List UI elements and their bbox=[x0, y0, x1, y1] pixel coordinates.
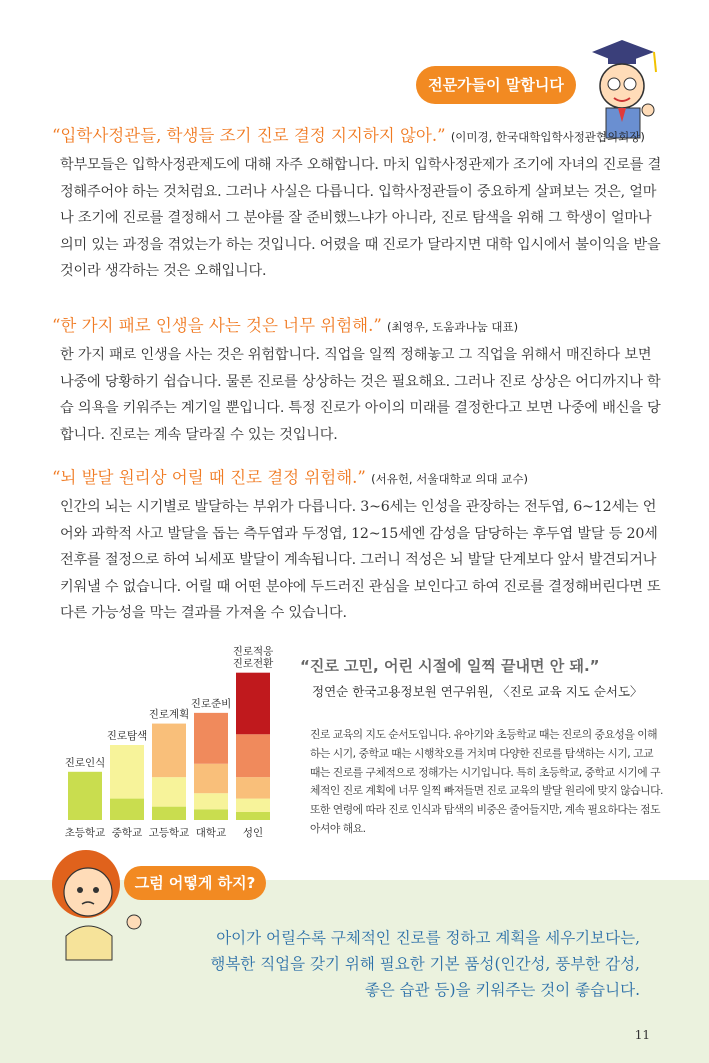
bar-segment-5-5 bbox=[236, 673, 270, 735]
bar-segment-4-4 bbox=[194, 713, 228, 764]
bar-segment-5-4 bbox=[236, 734, 270, 777]
side-quote-text: “진로 고민, 어린 시절에 일찍 끝내면 안 돼.” bbox=[300, 657, 600, 675]
quote-source: (이미경, 한국대학입학사정관협의회장) bbox=[450, 130, 645, 144]
expert-opinion-2 bbox=[52, 312, 667, 448]
answer-text bbox=[180, 925, 640, 1003]
page-number: 11 bbox=[634, 1028, 650, 1042]
side-body: 진로 교육의 지도 순서도입니다. 유아기와 초등학교 때는 진로의 중요성을 이해하는 시기, 중학교 때는 시행착오를 거치며 다양한 진로를 탐색하는 시기, 고교 때는 진로를 구체적으로 정해가는 시기입니다. 특히 초등학교, 중학교 시기에 구체적인 진로 계획에 너무 일찍 빠져들면 진로 교육의 발달 원리에 맞지 않습니다. 또한 연령에 따라 진로 인식과 탐색의 비중은 줄어들지만, 계속 필요하다는 점도 아셔야 해요. bbox=[310, 728, 663, 835]
bar-segment-4-3 bbox=[194, 764, 228, 793]
quote-heading bbox=[52, 312, 667, 336]
bar-segment-3-2 bbox=[152, 777, 186, 806]
bar-segment-1-1 bbox=[68, 772, 102, 820]
quote-source: (최영우, 도움과나눔 대표) bbox=[387, 320, 519, 334]
question-badge: 그럼 어떻게 하지? bbox=[124, 866, 266, 900]
stage-label: 진로탐색 bbox=[106, 730, 148, 742]
bar-segment-2-1 bbox=[110, 799, 144, 820]
answer-line: 좋은 습관 등)을 키워주는 것이 좋습니다. bbox=[364, 981, 640, 999]
quote-heading bbox=[52, 464, 667, 488]
bar-segment-3-1 bbox=[152, 807, 186, 820]
stage-label: 진로전환 bbox=[232, 657, 274, 670]
category-label: 초등학교 bbox=[64, 827, 106, 839]
bar-segment-2-2 bbox=[110, 745, 144, 799]
side-quote-author: 정연순 한국고용정보원 연구위원, 〈진로 교육 지도 순서도〉 bbox=[312, 684, 643, 699]
bar-segment-4-2 bbox=[194, 793, 228, 809]
expert-opinion-3 bbox=[52, 464, 667, 627]
category-label: 대학교 bbox=[195, 827, 227, 839]
bar-segment-3-3 bbox=[152, 724, 186, 778]
answer-line: 행복한 직업을 갖기 위해 필요한 기본 품성(인간성, 풍부한 감성, bbox=[210, 955, 640, 973]
quote-text: “한 가지 패로 인생을 사는 것은 너무 위험해.” bbox=[52, 316, 382, 335]
opinion-body: 인간의 뇌는 시기별로 발달하는 부위가 다릅니다. 3~6세는 인성을 관장하는 전두엽, 6~12세는 언어와 과학적 사고 발달을 돕는 측두엽과 두정엽, 12~15세엔 감성을 담당하는 후두엽 발달 등 20세 전후를 절정으로 하여 뇌세포 발달이 계속됩니다. 그러니 적성은 뇌 발달 단계보다 앞서 발견되거나 키워낼 수 없습니다. 어릴 때 어떤 분야에 두드러진 관심을 보인다고 하여 진로를 결정해버린다면 또 다른 가능성을 막는 결과를 가져올 수 있습니다. bbox=[60, 499, 661, 621]
side-quote bbox=[300, 655, 660, 700]
parent-illustration bbox=[38, 840, 148, 960]
stage-label: 진로적응 bbox=[232, 645, 274, 658]
quote-text: “입학사정관들, 학생들 조기 진로 결정 지지하지 않아.” bbox=[52, 126, 446, 145]
header-badge: 전문가들이 말합니다 bbox=[416, 66, 576, 104]
stage-label: 진로계획 bbox=[148, 708, 190, 721]
bar-segment-5-3 bbox=[236, 777, 270, 798]
opinion-body: 학부모들은 입학사정관제도에 대해 자주 오해합니다. 마치 입학사정관제가 조기에 자녀의 진로를 결정해주어야 하는 것처럼요. 그러나 사실은 다릅니다. 입학사정관들이 중요하게 살펴보는 것은, 얼마나 조기에 진로를 결정해서 그 분야를 잘 준비했느냐가 아니라, 진로 탐색을 위해 그 학생이 얼마나 의미 있는 과정을 겪었는가 하는 것입니다. 어렸을 때 진로가 달라지면 대학 입시에서 불이익을 받을 것이라 생각하는 것은 오해입니다. bbox=[60, 157, 662, 279]
category-label: 성인 bbox=[242, 827, 264, 839]
answer-line: 아이가 어릴수록 구체적인 진로를 정하고 계획을 세우기보다는, bbox=[216, 929, 640, 947]
bar-segment-5-1 bbox=[236, 812, 270, 820]
quote-heading bbox=[52, 122, 667, 146]
category-label: 고등학교 bbox=[148, 827, 190, 839]
quote-source: (서유헌, 서울대학교 의대 교수) bbox=[371, 472, 529, 486]
category-label: 중학교 bbox=[111, 827, 143, 839]
bar-segment-4-1 bbox=[194, 809, 228, 820]
expert-opinion-1 bbox=[52, 122, 667, 285]
career-stage-chart bbox=[60, 645, 290, 850]
stage-label: 진로인식 bbox=[64, 756, 106, 769]
opinion-body: 한 가지 패로 인생을 사는 것은 위험합니다. 직업을 일찍 정해놓고 그 직업을 위해서 매진하다 보면 나중에 당황하기 쉽습니다. 물론 진로를 상상하는 것은 필요해요. 그러나 진로 상상은 어디까지나 학습 의욕을 키워주는 계기일 뿐입니다. 특정 진로가 아이의 미래를 결정한다고 보면 나중에 배신을 당합니다. 진로는 계속 달라질 수 있는 것입니다. bbox=[60, 347, 661, 443]
quote-text: “뇌 발달 원리상 어릴 때 진로 결정 위험해.” bbox=[52, 468, 366, 487]
stage-label: 진로준비 bbox=[190, 697, 232, 710]
bar-segment-5-2 bbox=[236, 799, 270, 812]
